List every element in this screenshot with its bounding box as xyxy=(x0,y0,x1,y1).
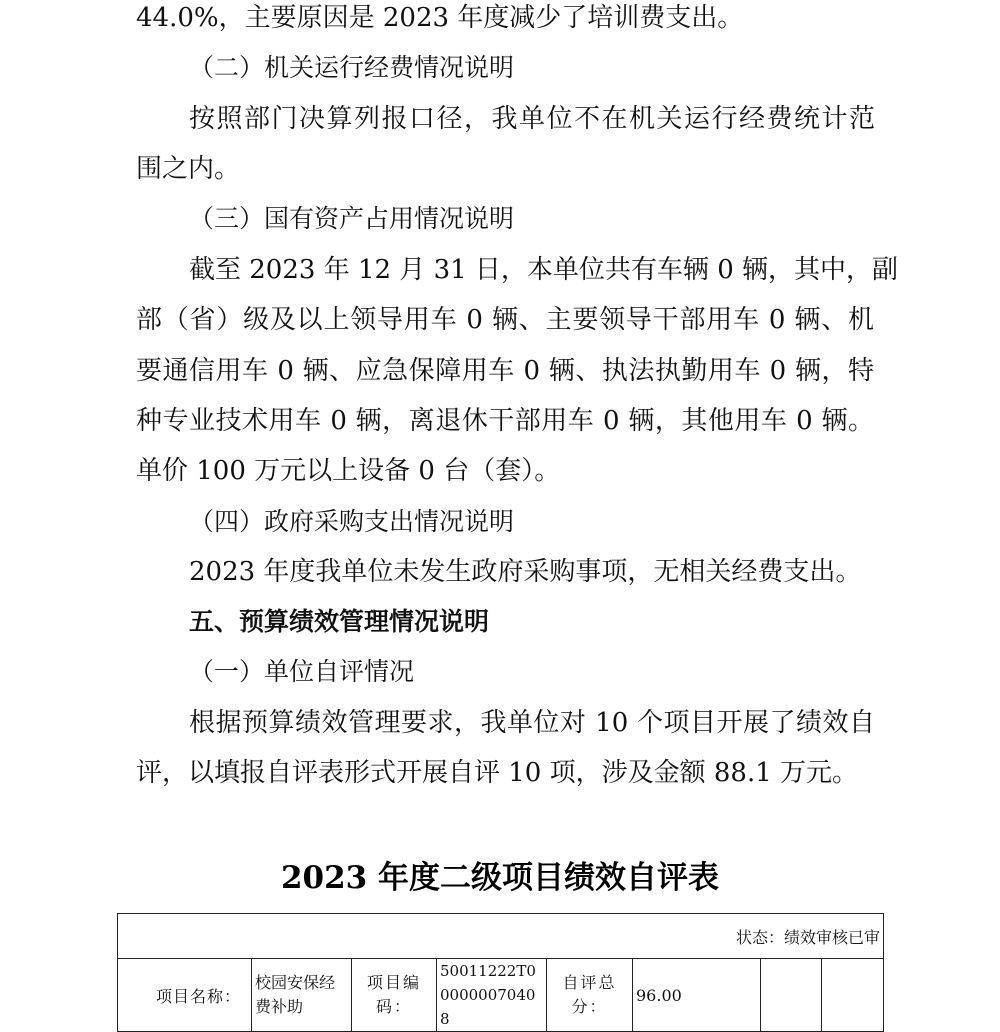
project-name-label: 项目名称： xyxy=(118,959,252,1032)
paragraph-line: 种专业技术用车 0 辆，离退休干部用车 0 辆，其他用车 0 辆。 xyxy=(136,406,874,436)
empty-cell xyxy=(761,959,822,1032)
form-title: 2023 年度二级项目绩效自评表 xyxy=(280,860,720,896)
paragraph-line: 单价 100 万元以上设备 0 台（套）。 xyxy=(136,456,561,486)
self-evaluation-table xyxy=(117,913,884,1032)
section-heading: （三）国有资产占用情况说明 xyxy=(189,204,515,233)
paragraph-line: 2023 年度我单位未发生政府采购事项，无相关经费支出。 xyxy=(189,557,862,587)
paragraph-line: 部（省）级及以上领导用车 0 辆、主要领导干部用车 0 辆、机 xyxy=(136,305,874,335)
section-heading: （一）单位自评情况 xyxy=(189,657,415,686)
section-heading: 五、预算绩效管理情况说明 xyxy=(189,607,490,636)
project-name-value: 校园安保经费补助 xyxy=(252,959,352,1032)
paragraph-line: 根据预算绩效管理要求，我单位对 10 个项目开展了绩效自 xyxy=(189,708,875,738)
project-code-label: 项目编码： xyxy=(352,959,437,1032)
paragraph-line: 按照部门决算列报口径，我单位不在机关运行经费统计范 xyxy=(189,104,875,134)
paragraph-line: 围之内。 xyxy=(136,154,241,184)
score-label: 自评总分： xyxy=(547,959,633,1032)
paragraph-line: 评，以填报自评表形式开展自评 10 项，涉及金额 88.1 万元。 xyxy=(136,758,859,788)
paragraph-line: 要通信用车 0 辆、应急保障用车 0 辆、执法执勤用车 0 辆，特 xyxy=(136,356,874,386)
project-code-value: 50011222T000000070408 xyxy=(437,959,547,1032)
score-value: 96.00 xyxy=(633,959,761,1032)
paragraph-line: 44.0%，主要原因是 2023 年度减少了培训费支出。 xyxy=(136,3,744,33)
status-cell: 状态：绩效审核已审 xyxy=(118,914,884,959)
empty-cell xyxy=(822,959,884,1032)
section-heading: （四）政府采购支出情况说明 xyxy=(189,507,515,536)
paragraph-line: 截至 2023 年 12 月 31 日，本单位共有车辆 0 辆，其中，副 xyxy=(189,255,898,285)
section-heading: （二）机关运行经费情况说明 xyxy=(189,53,515,82)
